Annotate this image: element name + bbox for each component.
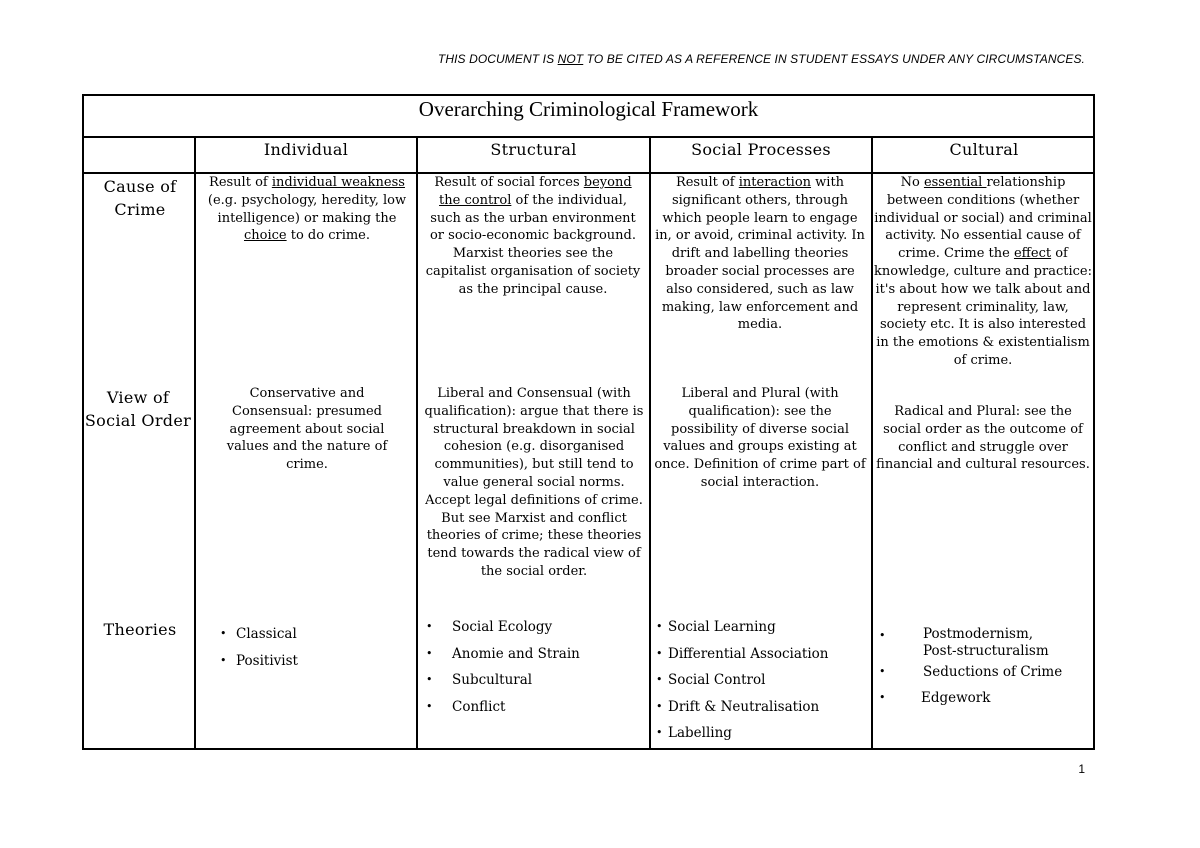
column-divider: [416, 136, 418, 748]
bullet-icon: •: [220, 653, 227, 667]
bullet-icon: •: [879, 691, 886, 705]
table-title: Overarching Criminological Framework: [84, 96, 1093, 138]
bullet-icon: •: [656, 726, 663, 740]
order-cultural-cell: Radical and Plural: see the social order as the outcome of conflict and struggle over financial and cultural resources.: [876, 404, 1090, 473]
column-divider: [649, 136, 651, 748]
list-item: • Conflict: [426, 698, 506, 715]
bullet-icon: •: [656, 646, 663, 660]
list-item: • Social Control: [656, 672, 766, 689]
order-structural-cell: Liberal and Consensual (with qualification): argue that there is structural breakdown in social cohesion (e.g. disorganised communities), but still tend to value general social norms. Accept legal definitions of crime. But see Marxist and conflict theories of crime; these theories tend towards the radical view of the social order.: [424, 386, 644, 579]
citation-disclaimer: [300, 52, 1085, 66]
row-header-view-of-social-order: View of Social Order: [84, 388, 192, 430]
list-item: • Social Learning: [656, 619, 776, 635]
disclaimer-not-emphasis: NOT: [557, 52, 584, 66]
list-item: • Classical: [220, 626, 297, 642]
list-item: • Labelling: [656, 725, 732, 742]
bullet-icon: •: [426, 673, 433, 687]
order-individual-cell: Conservative and Consensual: presumed agreement about social values and the nature of crime.: [226, 386, 388, 473]
disclaimer-text-start: THIS DOCUMENT IS: [437, 52, 558, 66]
row-header-cause-of-crime: Cause of Crime: [103, 177, 177, 219]
list-item: • Differential Association: [656, 645, 829, 662]
disclaimer-text-end: TO BE CITED AS A REFERENCE IN STUDENT ESSAYS UNDER ANY CIRCUMSTANCES.: [583, 52, 1085, 66]
bullet-icon: •: [426, 620, 433, 633]
bullet-icon: •: [656, 673, 663, 687]
bullet-icon: •: [426, 699, 433, 713]
list-item: • Social Ecology: [426, 619, 553, 635]
theories-structural-list: [426, 617, 641, 723]
column-divider: [194, 136, 196, 748]
cause-cultural-cell: No essential relationship between conditions (whether individual or social) and criminal activity. No essential cause of crime. Crime the effect of knowledge, culture and practice: it's about how we talk about and represent criminality, law, society etc. It is also interested in the emotions & existentialism of crime.: [874, 175, 1092, 368]
theories-social-processes-list: [656, 617, 866, 750]
bullet-icon: •: [426, 646, 433, 660]
cause-social-processes-cell: Result of interaction with significant others, through which people learn to engage in, or avoid, criminal activity. In drift and labelling theories broader social processes are also considered, such as law making, law enforcement and media.: [655, 175, 865, 333]
cause-individual-cell: Result of individual weakness (e.g. psychology, heredity, low intelligence) or making the choice to do crime.: [207, 175, 407, 244]
theories-cultural-list: [879, 626, 1091, 715]
list-item: • Subcultural: [426, 672, 533, 689]
cause-structural-cell: Result of social forces beyond the control of the individual, such as the urban environment or socio-economic background. Marxist theories see the capitalist organisation of society as the principal cause.: [425, 175, 641, 297]
list-item: • Edgework: [879, 690, 991, 707]
bullet-icon: •: [879, 629, 886, 642]
bullet-icon: •: [656, 699, 663, 713]
list-item: • Seductions of Crime: [879, 663, 1063, 680]
list-item: • Postmodernism, Post-structuralism: [879, 626, 1049, 659]
list-item: • Drift & Neutralisation: [656, 698, 820, 715]
column-header-cultural: Cultural: [949, 140, 1019, 159]
order-social-processes-cell: Liberal and Plural (with qualification): see the possibility of diverse social values and groups existing at once. Definition of crime part of social interaction.: [654, 386, 866, 490]
column-header-structural: Structural: [490, 140, 577, 159]
page-number: 1: [1078, 762, 1085, 776]
bullet-icon: •: [656, 620, 663, 633]
framework-table: [82, 94, 1095, 750]
list-item: • Positivist: [220, 652, 298, 669]
column-divider: [871, 136, 873, 748]
row-header-theories: Theories: [103, 620, 177, 639]
column-header-individual: Individual: [263, 140, 349, 159]
list-item: • Anomie and Strain: [426, 645, 580, 662]
theories-individual-list: [220, 624, 400, 677]
column-header-social-processes: Social Processes: [691, 140, 831, 159]
bullet-icon: •: [220, 627, 227, 640]
bullet-icon: •: [879, 664, 886, 678]
